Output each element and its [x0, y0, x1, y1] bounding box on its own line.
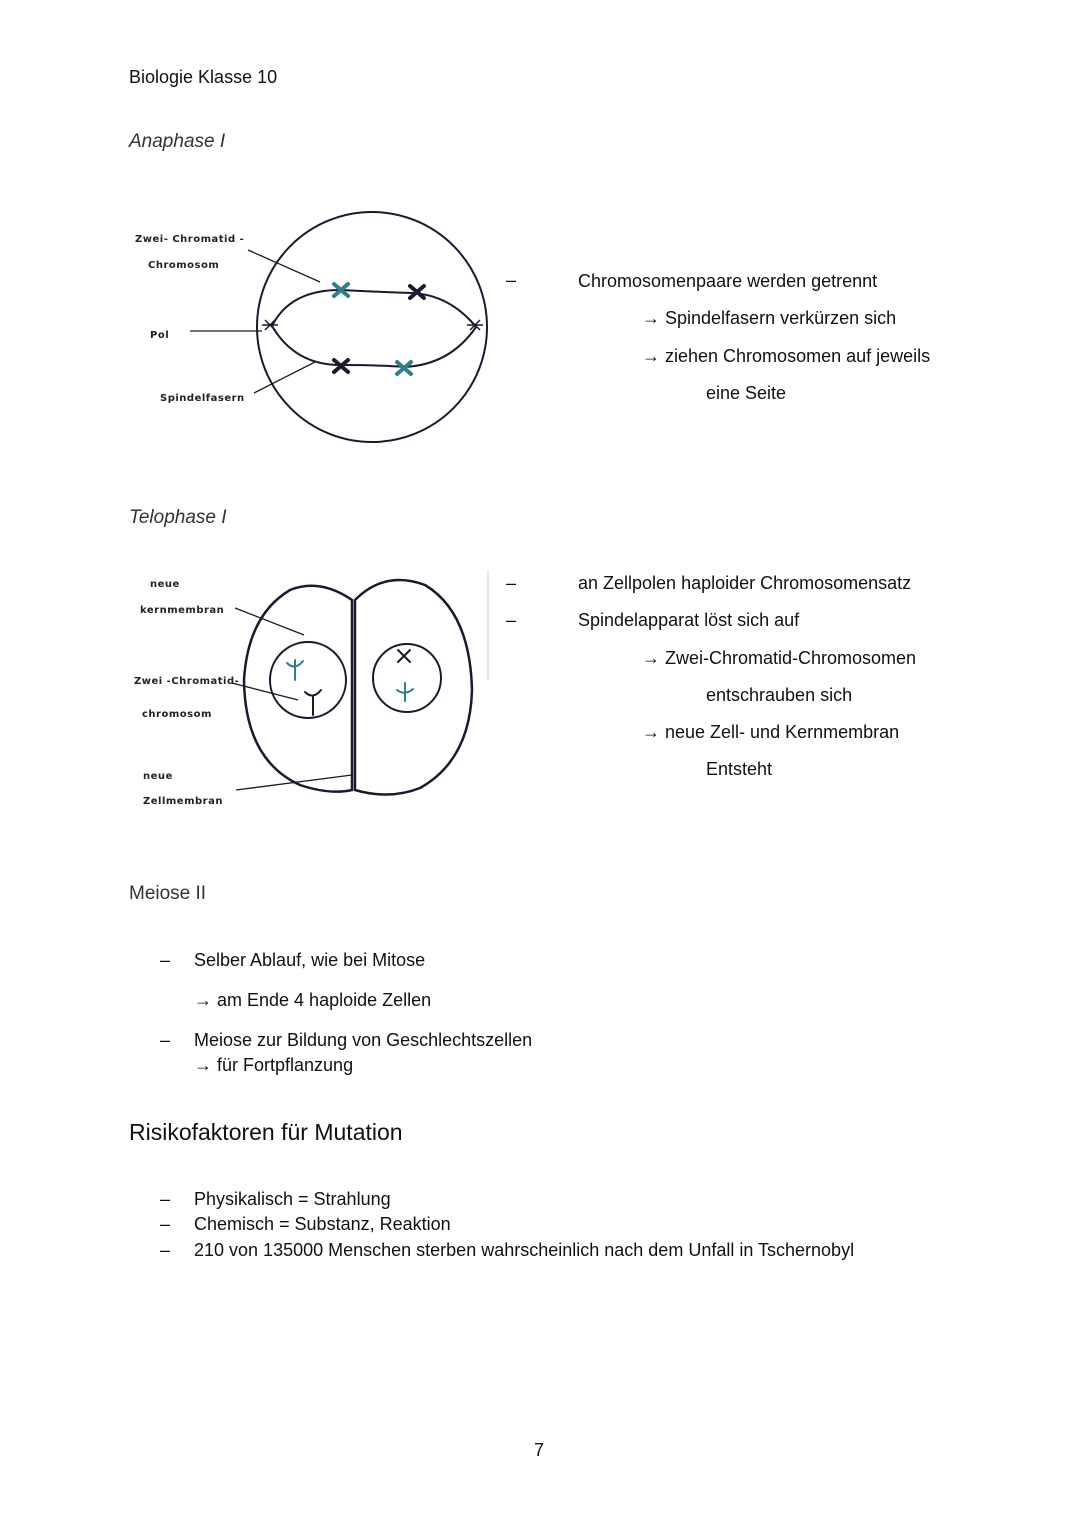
- label-chromosom-2: chromosom: [142, 709, 212, 720]
- meiose2-dash-1: –: [160, 950, 171, 970]
- meiose2-title: Meiose II: [129, 883, 207, 904]
- cell-left: [244, 586, 352, 792]
- label-zwei-chromatid: Zwei- Chromatid -: [135, 234, 245, 245]
- telophase-line-4: entschrauben sich: [706, 685, 853, 705]
- anaphase-line-2: → Spindelfasern verkürzen sich: [642, 308, 897, 328]
- telophase-line-5: → neue Zell- und Kernmembran: [642, 722, 900, 742]
- chromosome: [305, 690, 321, 715]
- anaphase-title: Anaphase I: [129, 131, 226, 152]
- label-neue-2: neue: [143, 771, 173, 782]
- nucleus-left: [270, 642, 346, 718]
- telophase-line-6: Entsteht: [706, 759, 773, 779]
- cell-right: [355, 580, 472, 795]
- anaphase-line-3: → ziehen Chromosomen auf jeweils: [642, 346, 931, 366]
- chromosome: [398, 650, 410, 662]
- page-header: Biologie Klasse 10: [129, 67, 278, 87]
- risiko-dash-2: –: [160, 1214, 171, 1234]
- risiko-dash-1: –: [160, 1189, 171, 1209]
- telophase-line-3: → Zwei-Chromatid-Chromosomen: [642, 648, 917, 668]
- risiko-item-3: 210 von 135000 Menschen sterben wahrscheinlich nach dem Unfall in Tschernobyl: [194, 1240, 855, 1260]
- risiko-title: Risikofaktoren für Mutation: [129, 1119, 403, 1145]
- meiose2-dash-2: –: [160, 1030, 171, 1050]
- meiose2-item-2: Meiose zur Bildung von Geschlechtszellen: [194, 1030, 533, 1050]
- page-number: 7: [534, 1440, 545, 1460]
- telophase-dash-1: –: [506, 573, 517, 593]
- risiko-item-2: Chemisch = Substanz, Reaktion: [194, 1214, 451, 1234]
- meiose2-item-1-sub: → am Ende 4 haploide Zellen: [194, 990, 432, 1010]
- anaphase-dash: –: [506, 270, 517, 290]
- label-neue-1: neue: [150, 579, 180, 590]
- label-spindelfasern: Spindelfasern: [160, 393, 245, 404]
- risiko-item-1: Physikalisch = Strahlung: [194, 1189, 391, 1209]
- anaphase-line-4: eine Seite: [706, 383, 787, 403]
- meiose2-item-1: Selber Ablauf, wie bei Mitose: [194, 950, 426, 970]
- telophase-dash-2: –: [506, 610, 517, 630]
- anaphase-line-1: Chromosomenpaare werden getrennt: [578, 271, 878, 291]
- chromosome: [397, 683, 413, 701]
- telophase-title: Telophase I: [129, 507, 227, 528]
- label-zellmembran: Zellmembran: [143, 796, 223, 807]
- chromosome: [287, 660, 303, 680]
- label-kernmembran: kernmembran: [140, 605, 225, 616]
- telophase-line-1: an Zellpolen haploider Chromosomensatz: [578, 573, 912, 593]
- label-pol: Pol: [150, 330, 170, 341]
- telophase-line-2: Spindelapparat löst sich auf: [578, 610, 800, 630]
- label-zwei-chromatid-2: Zwei -Chromatid-: [134, 676, 240, 687]
- risiko-dash-3: –: [160, 1240, 171, 1260]
- label-chromosom: Chromosom: [148, 260, 220, 271]
- meiose2-item-2-sub: → für Fortpflanzung: [194, 1055, 354, 1075]
